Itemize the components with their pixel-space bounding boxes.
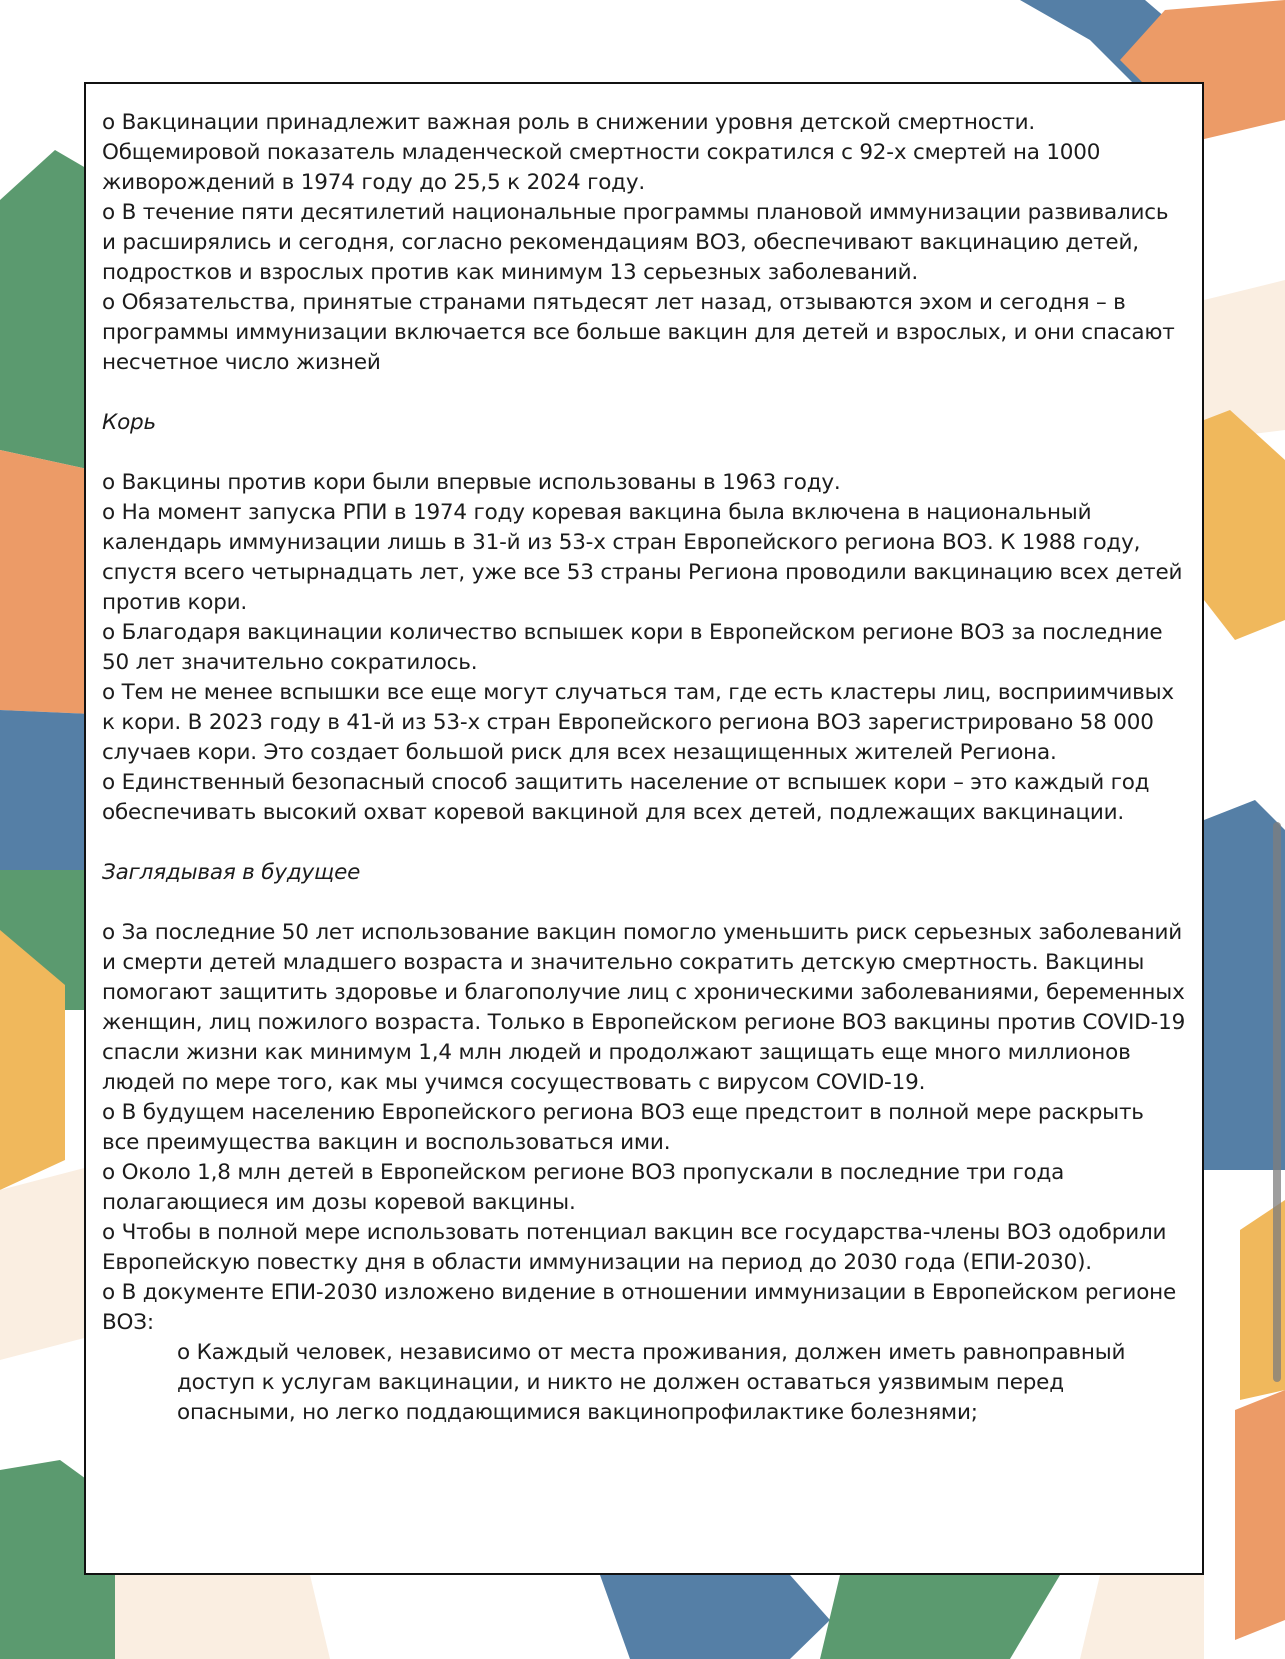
spacer — [102, 888, 1186, 918]
scrollbar-thumb[interactable] — [1273, 822, 1281, 1382]
document-text-frame — [84, 82, 1204, 1575]
measles-item-4: o Тем не менее вспышки все еще могут случаться там, где есть кластеры лиц, восприимчивых к кори. В 2023 году в 41-й из 53-х стран Европейского региона ВОЗ зарегистрировано 58 000 случаев кори. Это создает большой риск для всех незащищенных жителей Региона. — [102, 680, 1174, 765]
bg-shape-yellow-right-1 — [1204, 410, 1285, 640]
future-subitem-1: o Каждый человек, независимо от места проживания, должен иметь равноправный доступ к услугам вакцинации, и никто не должен оставаться уязвимым перед опасными, но легко поддающимися вакцинопрофилактике болезнями; — [177, 1340, 1126, 1425]
bg-shape-green-bottom — [820, 1575, 1060, 1659]
measles-item-3: o Благодаря вакцинации количество вспышек кори в Европейском регионе ВОЗ за последние 50 лет значительно сократилось. — [102, 620, 1163, 675]
bg-shape-orange-right — [1235, 1390, 1285, 1640]
intro-paragraph-3: o Обязательства, принятые странами пятьдесят лет назад, отзываются эхом и сегодня – в программы иммунизации включается все больше вакцин для детей и взрослых, и они спасают несчетное число жизней — [102, 290, 1175, 375]
section-heading-measles: Корь — [102, 410, 156, 435]
bg-shape-blue-bottom — [600, 1575, 830, 1659]
measles-item-2: o На момент запуска РПИ в 1974 году коревая вакцина была включена в национальный календарь иммунизации лишь в 31-й из 53-х стран Европейского региона ВОЗ. К 1988 году, спустя всего четырнадцать лет, уже все 53 страны Региона проводили вакцинацию всех детей против кори. — [102, 500, 1183, 615]
future-item-1: o За последние 50 лет использование вакцин помогло уменьшить риск серьезных заболеваний и смерти детей младшего возраста и значительно сократить детскую смертность. Вакцины помогают защитить здоровье и благополучие лиц с хроническими заболеваниями, беременных женщин, лиц пожилого возраста. Только в Европейском регионе ВОЗ вакцины против COVID-19 спасли жизни как минимум 1,4 млн людей и продолжают защищать еще много миллионов людей по мере того, как мы учимся сосуществовать с вирусом COVID-19. — [102, 920, 1186, 1095]
spacer — [102, 828, 1186, 858]
future-item-5: o В документе ЕПИ-2030 изложено видение в отношении иммунизации в Европейском регионе ВОЗ: — [102, 1280, 1177, 1335]
spacer — [102, 438, 1186, 468]
future-item-4: o Чтобы в полной мере использовать потенциал вакцин все государства-члены ВОЗ одобрили Европейскую повестку дня в области иммунизации на период до 2030 года (ЕПИ-2030). — [102, 1220, 1167, 1275]
measles-item-5: o Единственный безопасный способ защитить население от вспышек кори – это каждый год обеспечивать высокий охват коревой вакциной для всех детей, подлежащих вакцинации. — [102, 770, 1150, 825]
bg-shape-cream-bottom — [115, 1575, 330, 1659]
future-item-2: o В будущем населению Европейского региона ВОЗ еще предстоит в полной мере раскрыть все преимущества вакцин и воспользоваться ими. — [102, 1100, 1144, 1155]
intro-paragraph-2: o В течение пяти десятилетий национальные программы плановой иммунизации развивались и расширялись и сегодня, согласно рекомендациям ВОЗ, обеспечивают вакцинацию детей, подростков и взрослых против как минимум 13 серьезных заболеваний. — [102, 200, 1169, 285]
spacer — [102, 378, 1186, 408]
bg-shape-orange-bottom — [1080, 1575, 1204, 1659]
future-item-3: o Около 1,8 млн детей в Европейском регионе ВОЗ пропускали в последние три года полагающиеся им дозы коревой вакцины. — [102, 1160, 1065, 1215]
section-heading-future: Заглядывая в будущее — [102, 860, 361, 885]
intro-paragraph-1: o Вакцинации принадлежит важная роль в снижении уровня детской смертности. Общемировой показатель младенческой смертности сократился с 92-х смертей на 1000 живорождений в 1974 году до 25,5 к 2024 году. — [102, 110, 1101, 195]
measles-item-1: o Вакцины против кори были впервые использованы в 1963 году. — [102, 470, 841, 495]
